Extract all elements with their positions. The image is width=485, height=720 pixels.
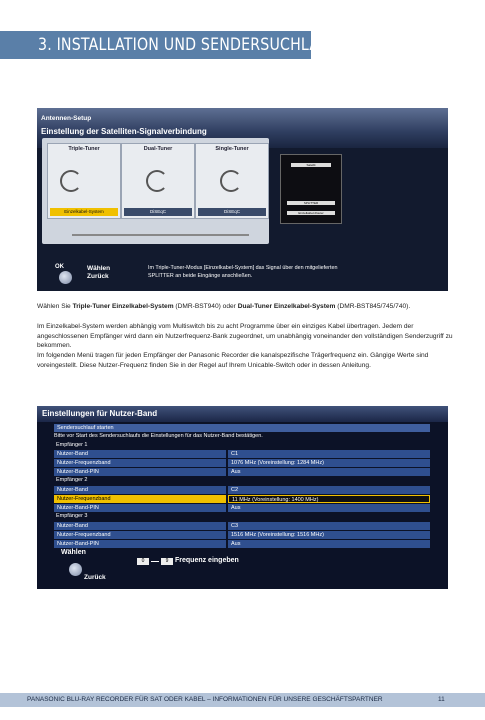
key-dash [151,561,159,562]
row-value: Aus [228,540,430,548]
note-text: Im Triple-Tuner-Modus [Einzelkabel-System] das Signal über den mitgelieferten SPLITTER an beide Eingänge anschließen. [148,265,338,279]
row-value: C1 [228,450,430,458]
remote-ball-icon [59,271,72,284]
row-key: Nutzer-Band-PIN [54,540,226,548]
row-key: Nutzer-Frequenzband [54,495,226,503]
text-bold: Dual-Tuner Einzelkabel-System [237,303,336,310]
page-footer [0,693,485,707]
settings-row[interactable] [54,522,430,530]
ok-label: OK [55,264,64,270]
settings-row[interactable] [54,504,430,512]
receiver-group-label: Empfänger 1 [56,442,88,448]
row-value: 1516 MHz (Voreinstellung: 1516 MHz) [228,531,430,539]
receiver-group-label: Empfänger 3 [56,513,88,519]
key-0: 0 [137,558,149,565]
row-value: Aus [228,504,430,512]
tuner-triple[interactable] [47,143,121,219]
row-value: 1076 MHz (Voreinstellung: 1284 MHz) [228,459,430,467]
screen-title: Einstellungen für Nutzer-Band [42,409,158,418]
user-band-screenshot [37,406,448,589]
settings-row[interactable] [54,540,430,548]
text-span: (DMR-BST845/745/740). [335,303,411,310]
row-key: Nutzer-Band [54,486,226,494]
back-label: Zurück [87,273,109,280]
key-9: 9 [161,558,173,565]
screen-title: Antennen-Setup [41,115,92,122]
tuner-label: DiSEqC [198,208,266,216]
cable-line [72,234,249,236]
scan-start-item[interactable]: Sendersuchlauf starten [54,424,430,432]
row-key: Nutzer-Band-PIN [54,504,226,512]
tuner-label: DiSEqC [124,208,192,216]
row-value: Aus [228,468,430,476]
paragraph-2: Im Einzelkabel-System werden abhängig vom Multiswitch bis zu acht Programme über ein einziges Kabel übertragen. Jedem der angeschlossenen Empfänger wird dann ein Nutzerfrequenz-Bank zugeordnet, um unabhängig voneinander den vollständigen Senderzugriff zu bekommen. [37,323,453,349]
screen-subtitle: Einstellung der Satelliten-Signalverbindung [41,127,207,136]
switch-label: Satellit [291,163,331,167]
select-label: Wählen [87,265,111,272]
tuner-dual[interactable] [121,143,195,219]
text-span: (DMR-BST940) oder [173,303,238,310]
tuner-single[interactable] [195,143,269,219]
row-key: Nutzer-Band [54,450,226,458]
switch-label: SPLITTER [287,201,335,205]
receiver-group-label: Empfänger 2 [56,477,88,483]
footer-text: PANASONIC BLU-RAY RECORDER FÜR SAT ODER KABEL – INFORMATIONEN FÜR UNSERE GESCHÄFTSPARTNER [27,696,383,703]
row-value: C3 [228,522,430,530]
settings-row[interactable] [54,468,430,476]
row-value: C2 [228,486,430,494]
page-number: 11 [438,696,445,703]
dish-icon [146,170,168,192]
row-key: Nutzer-Band [54,522,226,530]
antenna-setup-screenshot [37,108,448,291]
section-header [0,31,339,59]
section-title: 3. INSTALLATION UND SENDERSUCHLAUF [38,35,339,54]
text-span: Wählen Sie [37,303,73,310]
tuner-name: Single-Tuner [215,146,249,152]
switch-diagram [280,154,342,224]
settings-row[interactable] [54,459,430,467]
switch-label: Einzelkabel-Router [287,211,335,215]
screen-desc: Bitte vor Start des Sendersuchlaufs die Einstellungen für das Nutzer-Band bestätigen. [54,433,263,439]
back-label: Zurück [84,574,106,581]
frequency-hint: Frequenz eingeben [175,557,239,564]
tuner-label: Einzelkabel-System [50,208,118,216]
dish-icon [60,170,82,192]
select-label: Wählen [61,549,86,556]
settings-row-selected[interactable] [54,495,430,503]
tuner-name: Triple-Tuner [68,146,100,152]
dish-icon [220,170,242,192]
paragraph-3: Im folgenden Menü tragen für jeden Empfänger der Panasonic Recorder die kanalspezifische Trägerfrequenz ein. Gängige Werte sind voreingestellt. Diese Nutzer-Frequenz finden Sie in der Regel auf Ihrem Unicable-Switch oder in dessen Anleitung. [37,352,429,369]
frequency-input[interactable]: 11 MHz (Voreinstellung: 1400 MHz) [228,495,430,503]
row-key: Nutzer-Frequenzband [54,531,226,539]
nav-hints [75,265,110,281]
settings-row[interactable] [54,531,430,539]
row-key: Nutzer-Band-PIN [54,468,226,476]
text-bold: Triple-Tuner Einzelkabel-System [72,303,174,310]
remote-ball-icon [69,563,82,576]
settings-row[interactable] [54,450,430,458]
tuner-panel [42,138,269,244]
tuner-name: Dual-Tuner [143,146,173,152]
row-key: Nutzer-Frequenzband [54,459,226,467]
settings-row[interactable] [54,486,430,494]
paragraph-1 [37,302,457,312]
